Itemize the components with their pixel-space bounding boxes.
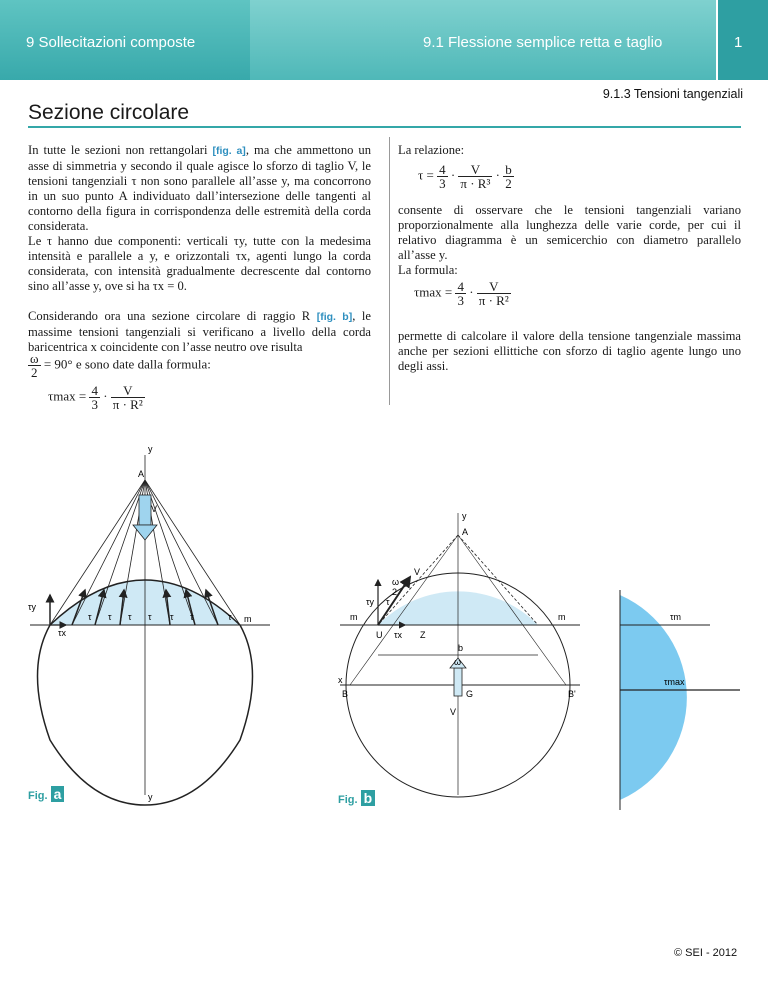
svg-text:m: m: [558, 612, 566, 622]
label-tau-6: τ: [190, 612, 194, 622]
figure-a: [20, 440, 350, 810]
copyright: © SEI - 2012: [674, 947, 738, 959]
tau-max-formula-left: τmax = $\frac{4}{3}$ · $\frac{V}{\text{π · R²}}$: [48, 383, 143, 412]
label-tau-2: τ: [108, 612, 112, 622]
tau-max-formula-right: τmax = $\frac{4}{3}$ · $\frac{V}{\text{π · R²}}$: [414, 279, 509, 308]
label-m: m: [244, 614, 252, 624]
page-title: Sezione circolare: [28, 101, 190, 124]
svg-text:B: B: [342, 689, 349, 699]
svg-text:U: U: [376, 630, 383, 640]
svg-text:G: G: [466, 689, 474, 699]
svg-text:y: y: [462, 511, 467, 521]
right-paragraph-2: La formula:: [398, 263, 458, 277]
label-tau-x: τx: [58, 628, 67, 638]
fig-b-reference[interactable]: [fig. b]: [316, 311, 353, 323]
chapter-title: 9 Sollecitazioni composte: [26, 34, 196, 51]
right-column-end: [398, 329, 741, 374]
section-title: 9.1 Flessione semplice retta e taglio: [423, 34, 663, 51]
label-tau-1: τ: [88, 612, 92, 622]
page-number: 1: [734, 34, 743, 51]
paragraph-1: In tutte le sezioni non rettangolari [fig. a], ma che ammettono un asse di simmetria y secondo il quale agisce lo sforzo di taglio V, le tensioni tangenziali τ non sono parallele all’asse y, ma concorrono in un suo punto A individuato dall’intersezione delle tangenti al contorno della figura in corrispondenza delle estremità della corda considerata.: [28, 143, 372, 233]
label-y-top: y: [148, 444, 153, 454]
intro-text: La relazione:: [398, 143, 465, 157]
label-y-bottom: y: [148, 792, 153, 802]
svg-text:x: x: [338, 675, 343, 685]
svg-text:V: V: [414, 567, 421, 577]
subsection-title: 9.1.3 Tensioni tangenziali: [602, 87, 743, 101]
label-tau-5: τ: [170, 612, 174, 622]
title-rule: [28, 126, 741, 128]
omega-over-2-formula: $\frac{\omega}{2}$ = 90° e sono date dalla formula:: [30, 351, 211, 380]
svg-text:V: V: [450, 707, 457, 717]
fig-b-caption: Fig. b: [338, 790, 375, 806]
label-V: V: [151, 504, 158, 514]
paragraph-3: Considerando ora una sezione circolare di raggio R [fig. b], le massime tensioni tangenziali si verificano a livello della corda baricentrica x coincidente con l’asse neutro ove risulta: [28, 309, 371, 354]
fig-a-caption: Fig. a: [28, 786, 64, 802]
label-tau-3: τ: [128, 612, 132, 622]
label-tau-4: τ: [148, 612, 152, 622]
label-tau-y: τy: [28, 602, 37, 612]
svg-text:ω: ω: [454, 657, 462, 667]
tau-diagram: [610, 585, 750, 815]
label-tau-7: τ: [228, 612, 232, 622]
svg-text:Z: Z: [420, 630, 426, 640]
column-divider: [389, 137, 390, 405]
right-paragraph-3: permette di calcolare il valore della tensione tangenziale massima anche per sezioni ellittiche con sforzo di taglio agente lungo uno degli assi.: [398, 329, 741, 373]
svg-text:τ: τ: [386, 597, 390, 607]
svg-text:τx: τx: [394, 630, 403, 640]
svg-text:ω: ω: [392, 577, 400, 587]
right-column: [398, 143, 741, 158]
fig-a-reference[interactable]: [fig. a]: [212, 145, 246, 157]
svg-text:A: A: [462, 527, 469, 537]
right-column-body: [398, 203, 741, 278]
svg-text:τy: τy: [366, 597, 375, 607]
svg-text:τm: τm: [670, 612, 682, 622]
tau-diagram-fill: [620, 595, 687, 800]
paragraph-2: Le τ hanno due componenti: verticali τy, tutte con la medesima intensità e parallele a y, e orizzontali τx, agenti lungo la corda considerata, con intensità gradualmente decrescente dal contorno sino all’asse y, ove si ha τx = 0.: [28, 234, 371, 293]
svg-text:B': B': [568, 689, 576, 699]
right-paragraph-1: consente di osservare che le tensioni tangenziali variano proporzionalmente alla lunghezza delle varie corde, per cui il relativo diagramma è un semicerchio con diametro parallelo all’asse y.: [398, 203, 741, 262]
svg-text:m: m: [350, 612, 358, 622]
svg-text:b: b: [458, 643, 464, 653]
header-separator: [716, 0, 718, 80]
svg-text:2: 2: [392, 587, 398, 597]
left-column: [28, 143, 371, 355]
tau-formula: τ = $\frac{4}{3}$ · $\frac{V}{\text{π · R³}}$ · $\frac{b}{2}$: [418, 162, 512, 191]
figure-b: [330, 505, 590, 805]
v-arrow: [139, 495, 151, 525]
label-A: A: [138, 469, 145, 479]
page-header: [0, 0, 768, 80]
svg-text:τmax: τmax: [664, 677, 685, 687]
